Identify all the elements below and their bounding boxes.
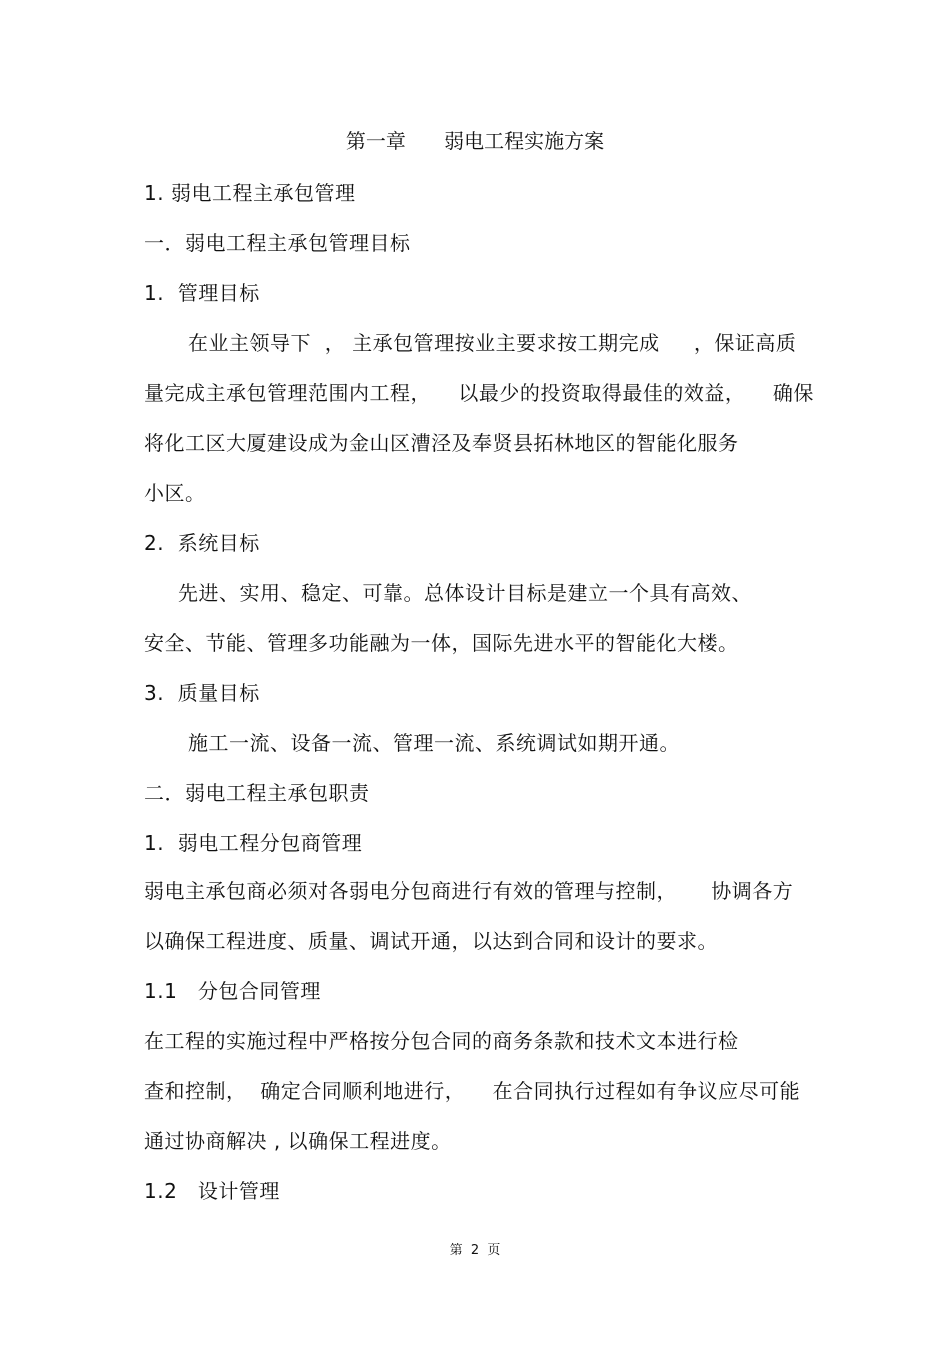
page-number: 第 2 页 xyxy=(449,1243,501,1258)
paragraph-line: 查和控制， 确定合同顺利地进行， 在合同执行过程如有争议应尽可能 xyxy=(144,1079,801,1103)
subsection-heading: 1. 弱电工程分包商管理 xyxy=(144,831,363,855)
section-heading: 一．弱电工程主承包管理目标 xyxy=(144,231,411,255)
paragraph-line: 将化工区大厦建设成为金山区漕泾及奉贤县拓林地区的智能化服务 xyxy=(144,431,739,455)
subsection-heading: 1. 管理目标 xyxy=(144,281,260,305)
paragraph-line: 先进、实用、稳定、可靠。总体设计目标是建立一个具有高效、 xyxy=(178,581,752,605)
paragraph-line: 以确保工程进度、质量、调试开通，以达到合同和设计的要求。 xyxy=(144,929,718,953)
paragraph-line: 在业主领导下 ， 主承包管理按业主要求按工期完成 ，保证高质 xyxy=(188,331,797,355)
paragraph-line: 通过协商解决 , 以确保工程进度。 xyxy=(144,1129,452,1153)
paragraph-line: 小区。 xyxy=(144,481,206,505)
chapter-title: 第一章 弱电工程实施方案 xyxy=(345,129,605,153)
subsection-heading: 1.2 设计管理 xyxy=(144,1179,280,1203)
subsection-heading: 3. 质量目标 xyxy=(144,681,260,705)
paragraph-line: 在工程的实施过程中严格按分包合同的商务条款和技术文本进行检 xyxy=(144,1029,739,1053)
subsection-heading: 1.1 分包合同管理 xyxy=(144,979,321,1003)
paragraph-line: 弱电主承包商必须对各弱电分包商进行有效的管理与控制， 协调各方 xyxy=(144,879,794,903)
section-heading: 1. 弱电工程主承包管理 xyxy=(144,181,356,205)
section-heading: 二．弱电工程主承包职责 xyxy=(144,781,370,805)
paragraph-line: 安全、节能、管理多功能融为一体，国际先进水平的智能化大楼。 xyxy=(144,631,739,655)
subsection-heading: 2. 系统目标 xyxy=(144,531,260,555)
paragraph-line: 量完成主承包管理范围内工程， 以最少的投资取得最佳的效益， 确保 xyxy=(144,381,814,405)
paragraph-line: 施工一流、设备一流、管理一流、系统调试如期开通。 xyxy=(188,731,680,755)
